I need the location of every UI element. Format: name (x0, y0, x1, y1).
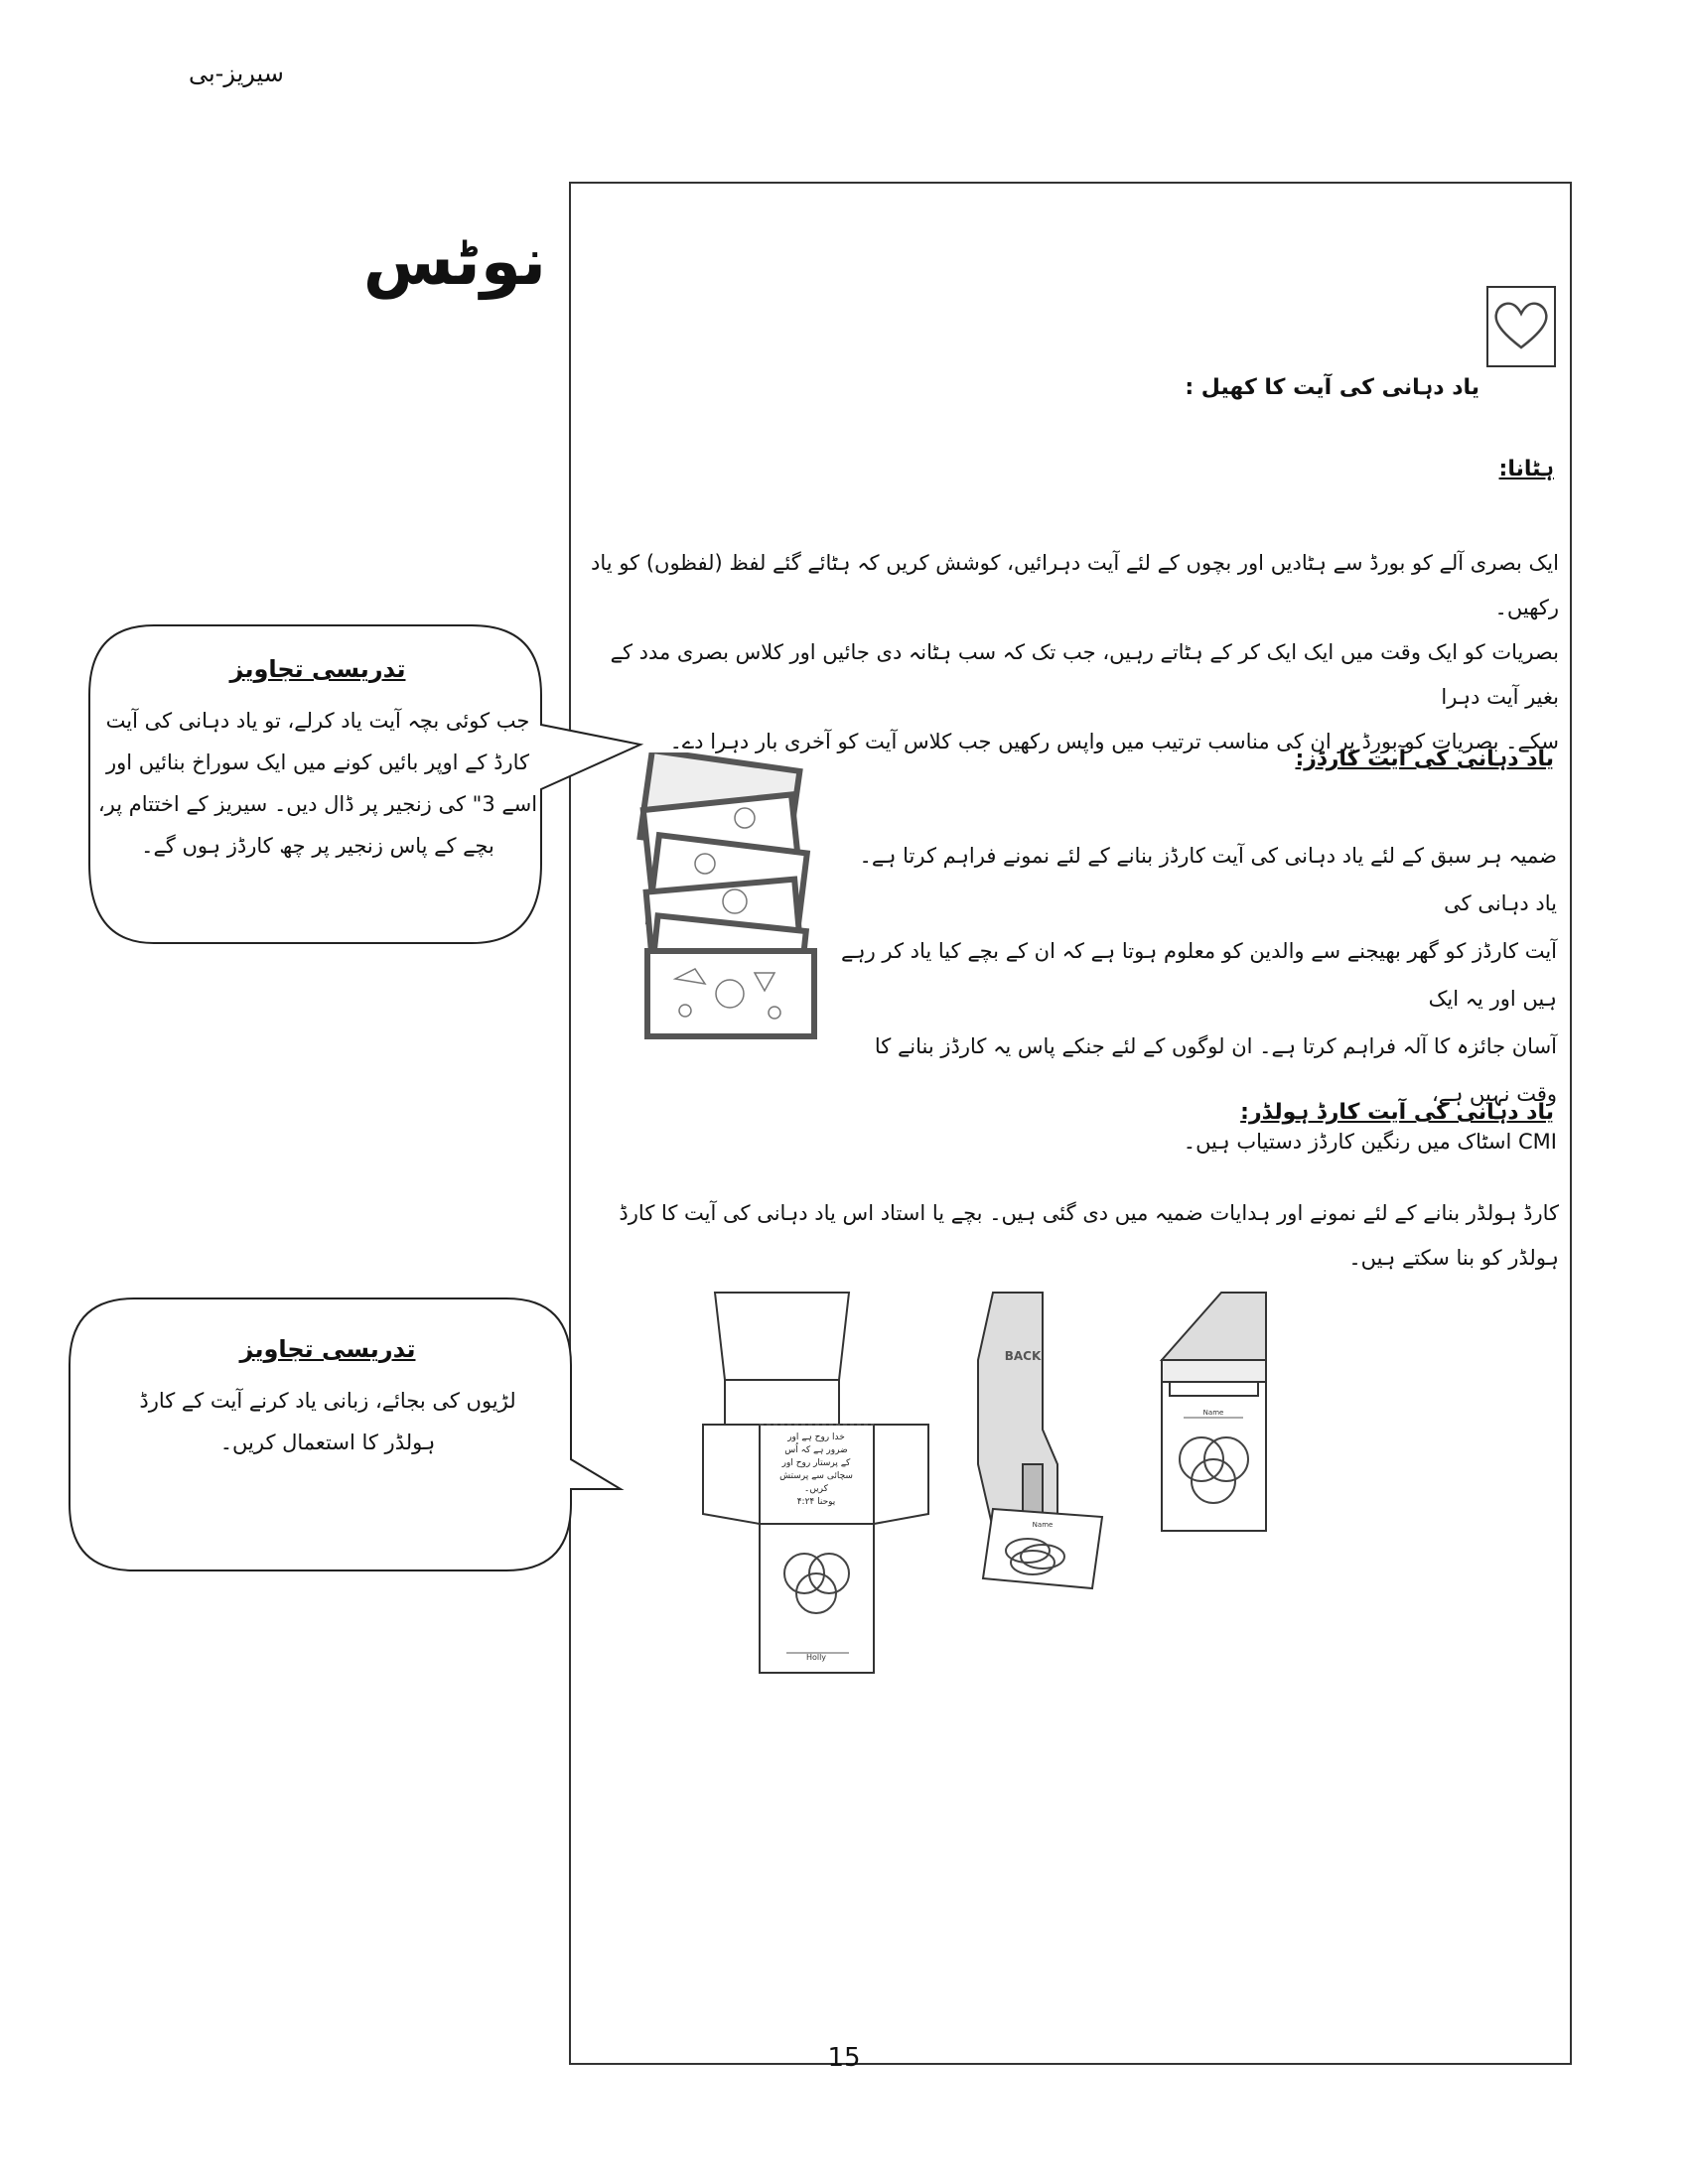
verse-line: کریں۔ (804, 1484, 828, 1494)
series-label: سیریز-بی (189, 60, 284, 87)
tip-2-body (89, 1380, 566, 1463)
heart-icon-box (1486, 286, 1556, 367)
tip-2-line: لڑیوں کی بجائے، زبانی یاد کرنے آیت کے کارڈ (139, 1389, 516, 1413)
tip-1-heading: تدریسی تجاویز (229, 655, 406, 683)
cards-line: CMI اسٹاک میں رنگین کارڈز دستیاب ہیں۔ (1183, 1130, 1557, 1154)
verse-line: خدا روح ہے اور (787, 1433, 845, 1442)
holder-back (978, 1293, 1057, 1529)
nametag-card (983, 1509, 1102, 1588)
removing-line: سکے۔ بصریات کو بورڈ پر ان کی مناسب ترتیب میں واپس رکھیں جب کلاس آیت کو آخری بار دہرا دے۔ (669, 730, 1559, 753)
name-label: Name (1202, 1409, 1224, 1417)
back-label: BACK (1004, 1349, 1042, 1363)
tip-2-line: ہولڈر کا استعمال کریں۔ (219, 1431, 436, 1454)
tip-1-line: اسے 3" کی زنجیر پر ڈال دیں۔ سیریز کے اختتام پر، (97, 792, 538, 816)
holder-heading: یاد دہانی کی آیت کارڈ ہولڈر: (1240, 1100, 1554, 1125)
tip-1-line: بچے کے پاس زنجیر پر چھ کارڈز ہوں گے۔ (141, 834, 494, 858)
removing-line: ایک بصری آلے کو بورڈ سے ہٹادیں اور بچوں کے لئے آیت دہرائیں، کوشش کریں کہ ہٹائے گئے لفظ (لفظوں) کو یاد رکھیں۔ (591, 551, 1559, 619)
cards-line: آسان جائزہ کا آلہ فراہم کرتا ہے۔ ان لوگوں کے لئے جنکے پاس یہ کارڈز بنانے کا وقت نہیں ہے، (874, 1034, 1557, 1106)
verse-cards-illustration (635, 752, 834, 1040)
tip-1-line: کارڈ کے اوپر بائیں کونے میں ایک سوراخ بنائیں اور (106, 751, 529, 774)
notes-title: نوٹس (362, 223, 546, 300)
cards-line: ضمیہ ہر سبق کے لئے یاد دہانی کی آیت کارڈز بنانے کے لئے نمونے فراہم کرتا ہے۔ یاد دہانی کی (859, 844, 1557, 915)
page-number: 15 (827, 2043, 861, 2073)
tip-1-line: جب کوئی بچہ آیت یاد کرلے، تو یاد دہانی کی آیت (105, 709, 530, 733)
removing-paragraph (581, 541, 1559, 764)
removing-heading: ہٹانا: (1498, 457, 1554, 481)
verse-line: یوحنا ۴:۲۴ (796, 1497, 836, 1507)
tip-1-body (94, 700, 541, 867)
cards-line: آیت کارڈز کو گھر بھیجنے سے والدین کو معلوم ہوتا ہے کہ ان کے بچے کیا یاد کر رہے ہیں اور یہ ایک (840, 939, 1557, 1011)
verse-line: کے پرستار روح اور (781, 1458, 851, 1468)
removing-line: بصریات کو ایک وقت میں ایک ایک کر کے ہٹاتے رہیں، جب تک کہ سب ہٹانہ دی جائیں اور کلاس بصری مدد کے بغیر آیت دہرا (610, 640, 1559, 709)
heart-icon (1490, 290, 1552, 363)
holder-paragraph: کارڈ ہولڈر بنانے کے لئے نمونے اور ہدایات ضمیہ میں دی گئی ہیں۔ بچے یا استاد اس یاد دہانی کی آیت کا کارڈ ہولڈر کو بنا سکتے ہیں۔ (619, 1201, 1559, 1270)
card-holder-diagram (695, 1291, 1311, 1757)
cards-heading: یاد دہانی کی آیت کارڈز: (1295, 747, 1554, 771)
nametag-label: Name (1032, 1521, 1054, 1529)
holly-label: Holly (805, 1653, 827, 1662)
holder-template (703, 1293, 928, 1673)
verse-line: سچائی سے پرستش (779, 1471, 853, 1481)
verse-line: ضرور ہے کہ اُس (784, 1445, 848, 1455)
tip-2-heading: تدریسی تجاویز (239, 1335, 416, 1363)
memory-game-heading: یاد دہانی کی آیت کا کھیل : (1185, 375, 1479, 400)
